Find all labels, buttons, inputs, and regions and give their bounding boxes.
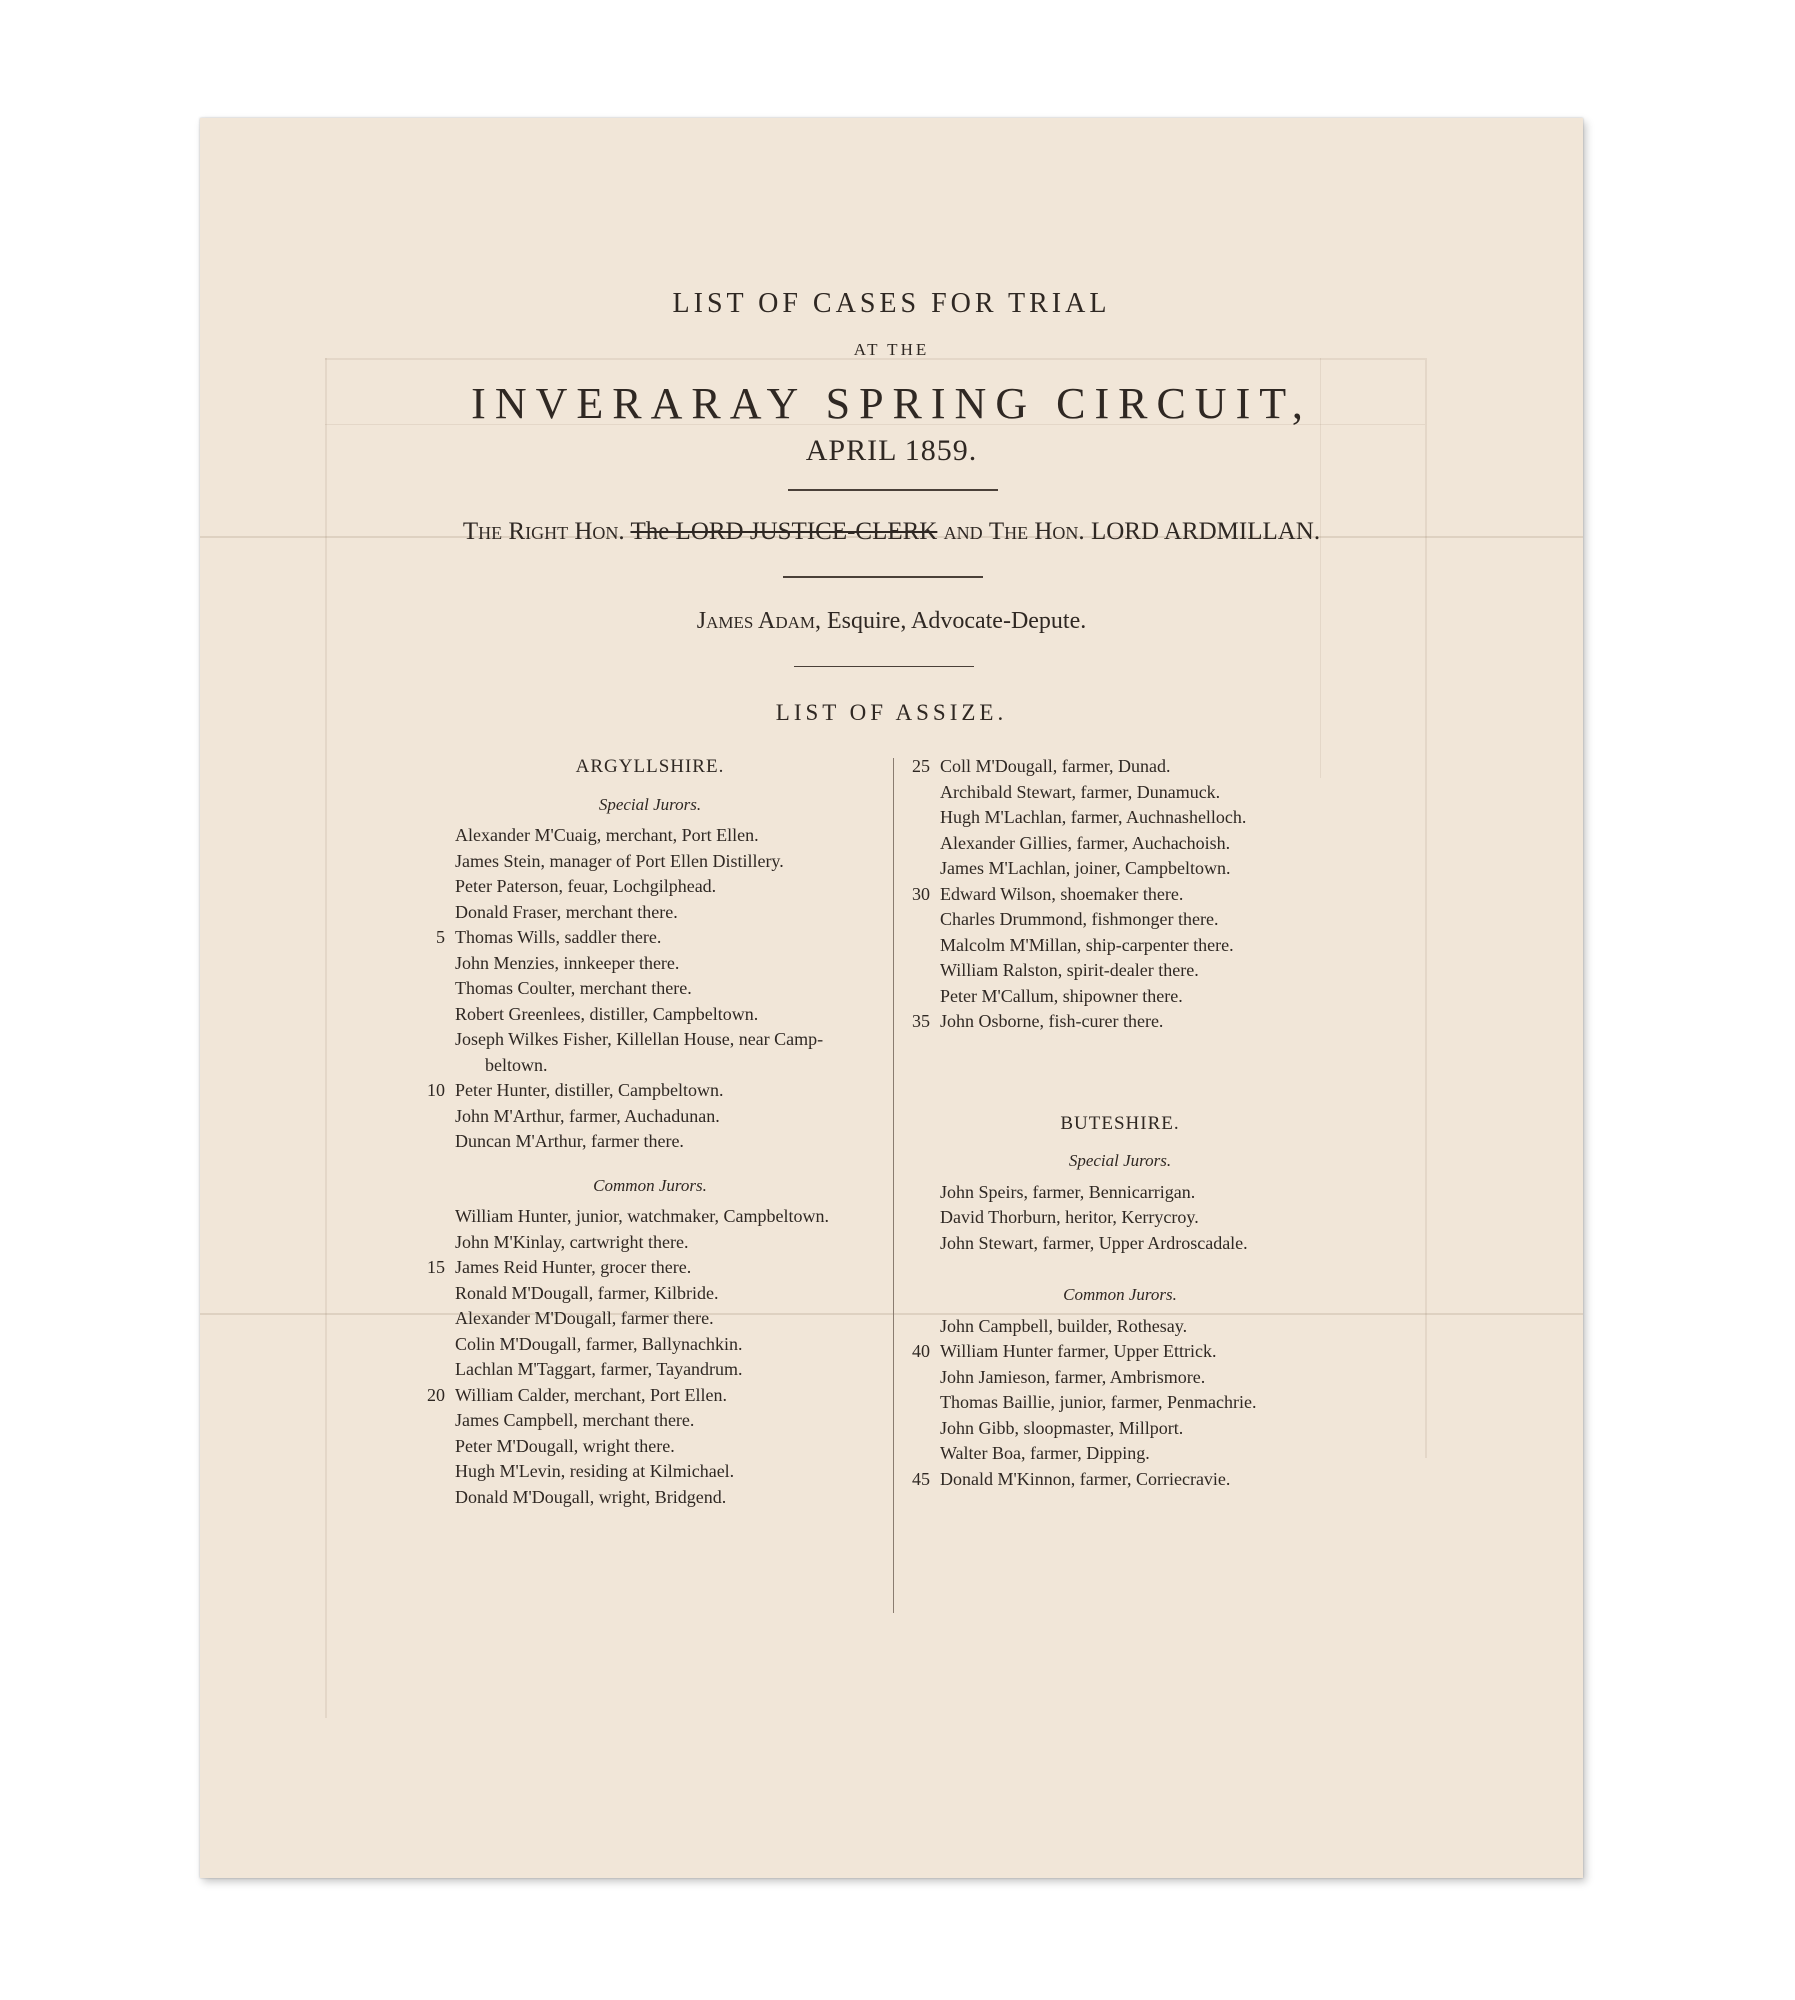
juror-number: 45 (912, 1468, 930, 1489)
juror-name: William Hunter farmer, Upper Ettrick. (940, 1341, 1217, 1361)
juror-entry (415, 951, 885, 977)
juror-entry (900, 780, 1340, 806)
juror-name: Charles Drummond, fishmonger there. (940, 909, 1219, 929)
juror-name: Donald Fraser, merchant there. (455, 901, 678, 922)
juror-name: Alexander M'Dougall, farmer there. (455, 1308, 714, 1328)
juror-name: Thomas Wills, saddler there. (455, 927, 662, 947)
juror-entry (415, 1434, 885, 1460)
juror-entry (900, 831, 1340, 857)
circuit-heading: INVERARAY SPRING CIRCUIT, (471, 379, 1312, 428)
juror-name: Alexander M'Cuaig, merchant, Port Ellen. (455, 825, 759, 845)
column-divider (893, 758, 894, 1613)
juror-entry (415, 1281, 885, 1307)
juror-entry (900, 984, 1340, 1010)
fold-crease (200, 1313, 1583, 1315)
argyll-continued-list (900, 754, 1340, 1035)
document-title: LIST OF CASES FOR TRIAL (672, 288, 1111, 319)
juror-entry (415, 1129, 885, 1155)
juror-name: Edward Wilson, shoemaker there. (940, 883, 1184, 904)
judges-and: and (943, 518, 983, 545)
bute-special-label: Special Jurors. (1068, 1151, 1172, 1170)
juror-entry (415, 925, 885, 951)
juror-name: Archibald Stewart, farmer, Dunamuck. (940, 781, 1221, 802)
juror-name: John Osborne, fish-curer there. (940, 1011, 1164, 1031)
juror-name: John M'Kinlay, cartwright there. (455, 1231, 689, 1252)
juror-entry (415, 1459, 885, 1485)
juror-entry (415, 1204, 885, 1230)
juror-name: Joseph Wilkes Fisher, Killellan House, near Camp- (455, 1029, 824, 1049)
juror-entry (415, 1053, 885, 1079)
juror-entry (900, 856, 1340, 882)
juror-name: Peter M'Dougall, wright there. (455, 1435, 675, 1456)
judge-title: The Hon. (988, 518, 1085, 545)
juror-name: Hugh M'Lachlan, farmer, Auchnashelloch. (940, 807, 1247, 827)
juror-entry (415, 1255, 885, 1281)
show-through-line (325, 358, 327, 1718)
juror-name: Donald M'Dougall, wright, Bridgend. (455, 1486, 727, 1507)
advocate-role: Esquire, Advocate-Depute. (827, 608, 1087, 634)
juror-entry (900, 1314, 1340, 1340)
assize-heading: LIST OF ASSIZE. (775, 700, 1008, 725)
juror-name: Peter Paterson, feuar, Lochgilphead. (455, 876, 717, 896)
juror-entry (415, 823, 885, 849)
juror-name: Robert Greenlees, distiller, Campbeltown. (455, 1003, 759, 1024)
juror-entry (900, 1009, 1340, 1035)
juror-name: Duncan M'Arthur, farmer there. (455, 1131, 684, 1151)
juror-name: David Thorburn, heritor, Kerrycroy. (940, 1207, 1199, 1227)
juror-entry (415, 1357, 885, 1383)
juror-name: William Calder, merchant, Port Ellen. (455, 1384, 727, 1405)
juror-name: Ronald M'Dougall, farmer, Kilbride. (455, 1282, 719, 1303)
left-column (415, 754, 885, 1510)
at-the-line: AT THE (853, 340, 930, 359)
juror-number: 15 (427, 1257, 445, 1277)
juror-name: James M'Lachlan, joiner, Campbeltown. (940, 858, 1231, 878)
juror-name: James Campbell, merchant there. (455, 1410, 695, 1430)
juror-entry (415, 849, 885, 875)
juror-number: 30 (912, 883, 930, 904)
juror-entry (415, 900, 885, 926)
juror-entry (415, 1078, 885, 1104)
juror-name: Walter Boa, farmer, Dipping. (940, 1443, 1150, 1463)
juror-entry (900, 1180, 1340, 1206)
struck-judge: The LORD JUSTICE-CLERK (630, 518, 938, 545)
juror-entry (415, 1027, 885, 1053)
juror-entry (415, 1306, 885, 1332)
juror-name: James Reid Hunter, grocer there. (455, 1257, 692, 1277)
juror-number: 25 (912, 756, 930, 776)
judges-line (200, 518, 1583, 546)
judges-rule (783, 576, 983, 578)
argyll-common-list (415, 1204, 885, 1510)
juror-name: Colin M'Dougall, farmer, Ballynachkin. (455, 1333, 743, 1354)
juror-name: John Jamieson, farmer, Ambrismore. (940, 1366, 1206, 1387)
juror-entry (415, 1002, 885, 1028)
right-column (900, 754, 1340, 1492)
advocate-rule (794, 666, 974, 667)
juror-entry (900, 754, 1340, 780)
bute-common-list (900, 1314, 1340, 1493)
juror-name: beltown. (485, 1054, 548, 1075)
juror-entry (900, 1231, 1340, 1257)
juror-name: Hugh M'Levin, residing at Kilmichael. (455, 1461, 735, 1481)
juror-name: John Stewart, farmer, Upper Ardroscadale. (940, 1232, 1248, 1253)
juror-name: Lachlan M'Taggart, farmer, Tayandrum. (455, 1359, 743, 1379)
bute-common-label: Common Jurors. (1063, 1285, 1177, 1304)
juror-number: 20 (427, 1384, 445, 1405)
juror-entry (900, 882, 1340, 908)
juror-number: 40 (912, 1341, 930, 1361)
juror-entry (415, 1485, 885, 1511)
juror-entry (415, 1104, 885, 1130)
juror-entry (900, 1467, 1340, 1493)
juror-entry (900, 1365, 1340, 1391)
juror-entry (415, 1332, 885, 1358)
juror-name: John Menzies, innkeeper there. (455, 952, 680, 973)
juror-number: 35 (912, 1011, 930, 1031)
circuit-date: APRIL 1859. (805, 434, 978, 467)
advocate-line (200, 608, 1583, 635)
juror-entry (900, 958, 1340, 984)
argyll-special-label: Special Jurors. (598, 794, 702, 814)
juror-name: Coll M'Dougall, farmer, Dunad. (940, 756, 1171, 776)
juror-name: John Gibb, sloopmaster, Millport. (940, 1417, 1184, 1438)
juror-number: 5 (436, 927, 445, 947)
juror-entry (900, 805, 1340, 831)
juror-name: John M'Arthur, farmer, Auchadunan. (455, 1105, 720, 1126)
argyll-common-label: Common Jurors. (593, 1175, 707, 1195)
argyllshire-heading: ARGYLLSHIRE. (575, 756, 725, 777)
juror-entry (900, 1416, 1340, 1442)
juror-name: John Campbell, builder, Rothesay. (940, 1315, 1188, 1336)
judge-name: LORD ARDMILLAN. (1090, 518, 1321, 545)
juror-entry (900, 933, 1340, 959)
document-sheet (200, 118, 1583, 1878)
argyll-special-list (415, 823, 885, 1155)
juror-entry (415, 1230, 885, 1256)
juror-name: Malcolm M'Millan, ship-carpenter there. (940, 934, 1234, 955)
juror-name: William Hunter, junior, watchmaker, Campbeltown. (455, 1206, 830, 1226)
juror-entry (415, 874, 885, 900)
juror-name: Thomas Coulter, merchant there. (455, 978, 692, 998)
judge-prefix: The Right Hon. (462, 518, 625, 545)
juror-name: William Ralston, spirit-dealer there. (940, 960, 1199, 980)
juror-entry (900, 907, 1340, 933)
juror-name: James Stein, manager of Port Ellen Distillery. (455, 850, 784, 871)
juror-name: Alexander Gillies, farmer, Auchachoish. (940, 832, 1231, 853)
juror-number: 10 (427, 1080, 445, 1100)
juror-entry (900, 1205, 1340, 1231)
juror-entry (415, 976, 885, 1002)
juror-name: Peter Hunter, distiller, Campbeltown. (455, 1080, 724, 1100)
juror-entry (900, 1441, 1340, 1467)
buteshire-heading: BUTESHIRE. (1060, 1112, 1180, 1134)
bute-special-list (900, 1180, 1340, 1257)
juror-name: Donald M'Kinnon, farmer, Corriecravie. (940, 1468, 1231, 1489)
title-rule (788, 489, 998, 491)
juror-name: Peter M'Callum, shipowner there. (940, 985, 1183, 1006)
juror-entry (415, 1383, 885, 1409)
advocate-name: James Adam, (696, 608, 821, 634)
juror-entry (900, 1390, 1340, 1416)
juror-entry (900, 1339, 1340, 1365)
juror-entry (415, 1408, 885, 1434)
juror-name: Thomas Baillie, junior, farmer, Penmachrie. (940, 1392, 1257, 1412)
juror-name: John Speirs, farmer, Bennicarrigan. (940, 1181, 1196, 1202)
